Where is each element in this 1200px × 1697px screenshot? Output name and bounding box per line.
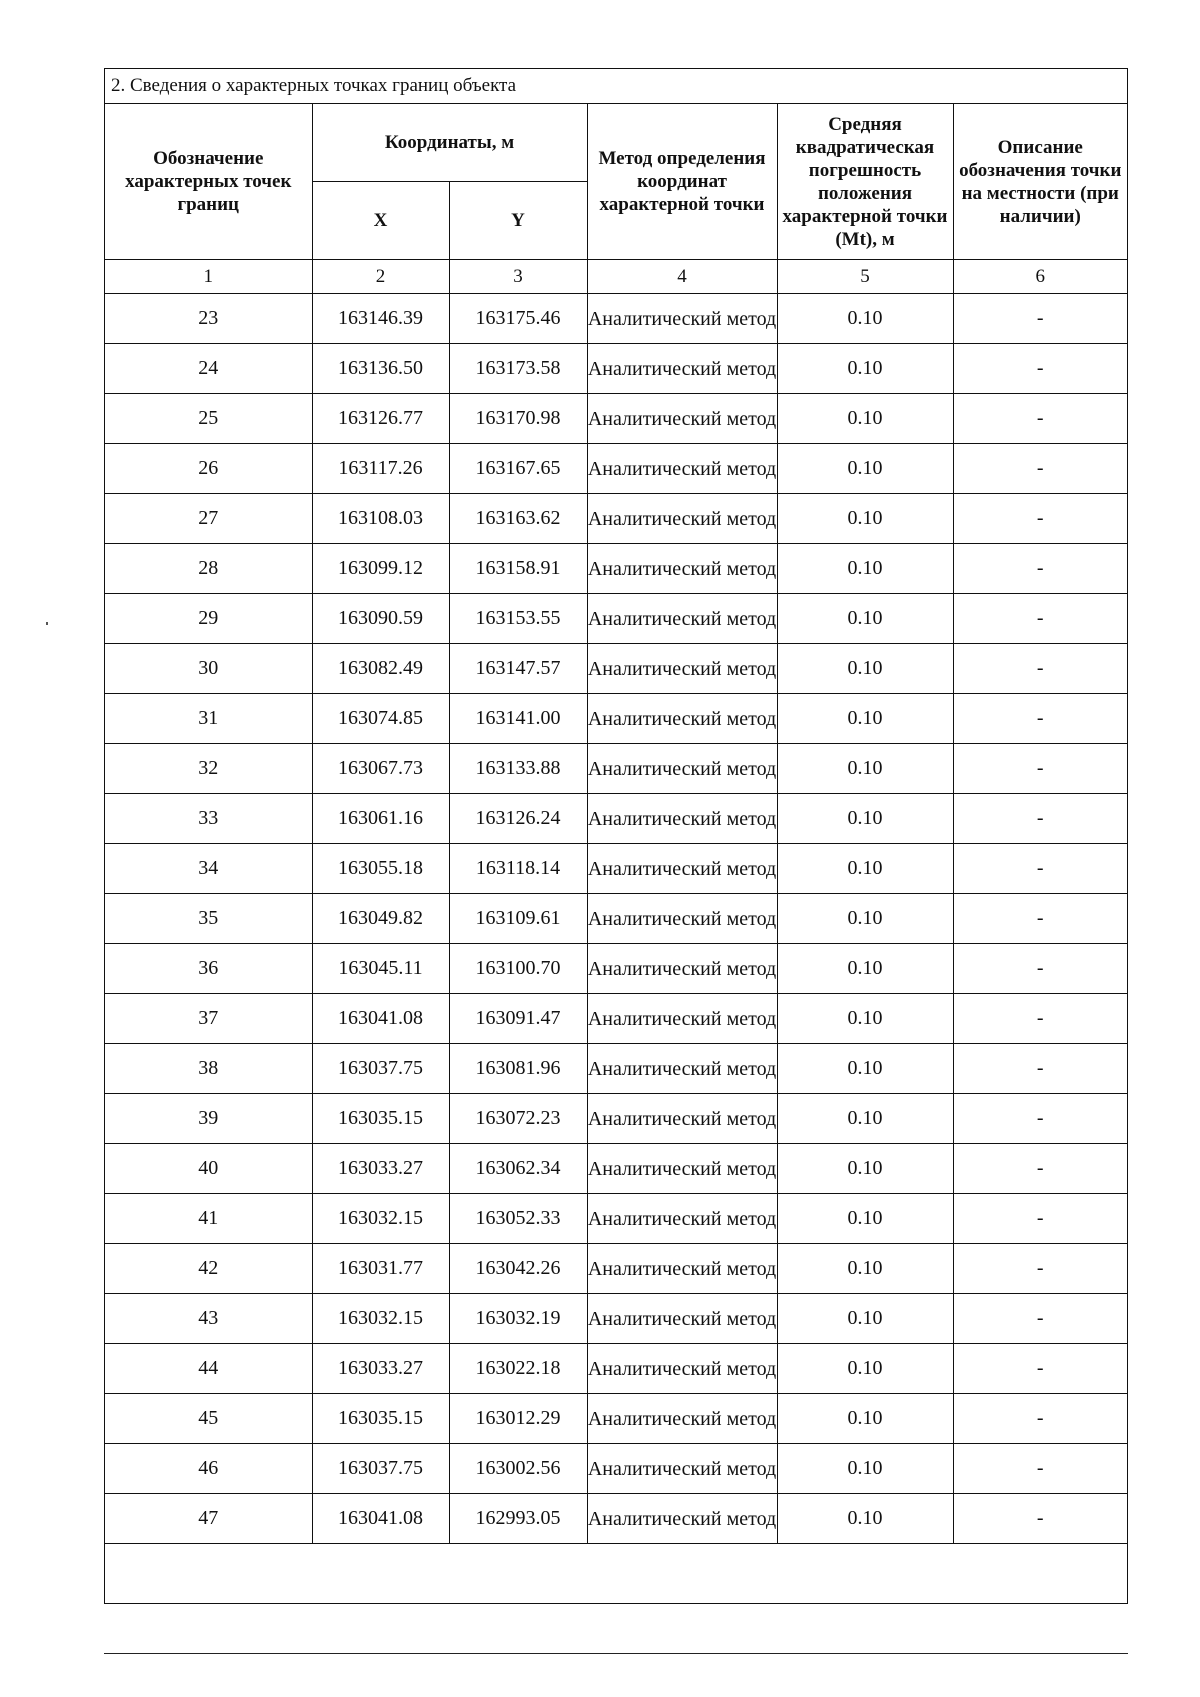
- error-cell: 0.10: [777, 594, 953, 644]
- y-coordinate-cell: 163091.47: [449, 994, 587, 1044]
- error-cell: 0.10: [777, 544, 953, 594]
- error-cell: 0.10: [777, 894, 953, 944]
- x-coordinate-cell: 163049.82: [312, 894, 449, 944]
- header-y: Y: [449, 182, 587, 260]
- method-cell: Аналитический метод: [587, 794, 777, 844]
- description-cell: -: [953, 1244, 1127, 1294]
- method-cell: Аналитический метод: [587, 1394, 777, 1444]
- method-cell: Аналитический метод: [587, 1494, 777, 1544]
- column-number: 2: [312, 260, 449, 294]
- y-coordinate-cell: 163072.23: [449, 1094, 587, 1144]
- header-description: Описание обозначения точки на местности (при наличии): [953, 104, 1127, 260]
- point-number-cell: 32: [105, 744, 312, 794]
- error-cell: 0.10: [777, 794, 953, 844]
- error-cell: 0.10: [777, 1444, 953, 1494]
- y-coordinate-cell: 163081.96: [449, 1044, 587, 1094]
- error-cell: 0.10: [777, 944, 953, 994]
- footer-rule: [104, 1653, 1128, 1654]
- x-coordinate-cell: 163067.73: [312, 744, 449, 794]
- table-row: [105, 1394, 1127, 1444]
- point-number-cell: 30: [105, 644, 312, 694]
- point-number-cell: 31: [105, 694, 312, 744]
- scan-speck: [46, 622, 48, 625]
- error-cell: 0.10: [777, 644, 953, 694]
- method-cell: Аналитический метод: [587, 994, 777, 1044]
- description-cell: -: [953, 1144, 1127, 1194]
- x-coordinate-cell: 163041.08: [312, 1494, 449, 1544]
- y-coordinate-cell: 163126.24: [449, 794, 587, 844]
- point-number-cell: 35: [105, 894, 312, 944]
- x-coordinate-cell: 163045.11: [312, 944, 449, 994]
- description-cell: -: [953, 594, 1127, 644]
- method-cell: Аналитический метод: [587, 1444, 777, 1494]
- y-coordinate-cell: 163042.26: [449, 1244, 587, 1294]
- y-coordinate-cell: 163002.56: [449, 1444, 587, 1494]
- x-coordinate-cell: 163108.03: [312, 494, 449, 544]
- description-cell: -: [953, 1344, 1127, 1394]
- error-cell: 0.10: [777, 344, 953, 394]
- empty-row: [105, 1544, 1127, 1581]
- x-coordinate-cell: 163082.49: [312, 644, 449, 694]
- method-cell: Аналитический метод: [587, 594, 777, 644]
- error-cell: 0.10: [777, 444, 953, 494]
- description-cell: -: [953, 944, 1127, 994]
- method-cell: Аналитический метод: [587, 944, 777, 994]
- description-cell: -: [953, 1444, 1127, 1494]
- point-number-cell: 23: [105, 294, 312, 344]
- x-coordinate-cell: 163146.39: [312, 294, 449, 344]
- column-number: 1: [105, 260, 312, 294]
- description-cell: -: [953, 1194, 1127, 1244]
- error-cell: 0.10: [777, 494, 953, 544]
- column-number: 6: [953, 260, 1127, 294]
- point-number-cell: 27: [105, 494, 312, 544]
- description-cell: -: [953, 644, 1127, 694]
- method-cell: Аналитический метод: [587, 494, 777, 544]
- point-number-cell: 34: [105, 844, 312, 894]
- x-coordinate-cell: 163126.77: [312, 394, 449, 444]
- error-cell: 0.10: [777, 294, 953, 344]
- error-cell: 0.10: [777, 1394, 953, 1444]
- table-row: [105, 944, 1127, 994]
- point-number-cell: 43: [105, 1294, 312, 1344]
- column-number: 4: [587, 260, 777, 294]
- document-frame: [104, 68, 1128, 1604]
- y-coordinate-cell: 163141.00: [449, 694, 587, 744]
- method-cell: Аналитический метод: [587, 394, 777, 444]
- x-coordinate-cell: 163090.59: [312, 594, 449, 644]
- description-cell: -: [953, 494, 1127, 544]
- method-cell: Аналитический метод: [587, 1344, 777, 1394]
- table-row: [105, 544, 1127, 594]
- y-coordinate-cell: 163109.61: [449, 894, 587, 944]
- y-coordinate-cell: 163163.62: [449, 494, 587, 544]
- method-cell: Аналитический метод: [587, 1094, 777, 1144]
- point-number-cell: 26: [105, 444, 312, 494]
- error-cell: 0.10: [777, 1194, 953, 1244]
- point-number-cell: 39: [105, 1094, 312, 1144]
- point-number-cell: 42: [105, 1244, 312, 1294]
- method-cell: Аналитический метод: [587, 1244, 777, 1294]
- table-row: [105, 1144, 1127, 1194]
- table-row: [105, 644, 1127, 694]
- point-number-cell: 37: [105, 994, 312, 1044]
- column-number: 5: [777, 260, 953, 294]
- y-coordinate-cell: 163100.70: [449, 944, 587, 994]
- error-cell: 0.10: [777, 1144, 953, 1194]
- table-row: [105, 1094, 1127, 1144]
- method-cell: Аналитический метод: [587, 694, 777, 744]
- point-number-cell: 40: [105, 1144, 312, 1194]
- table-row: [105, 894, 1127, 944]
- y-coordinate-cell: 163170.98: [449, 394, 587, 444]
- table-row: [105, 694, 1127, 744]
- table-row: [105, 1194, 1127, 1244]
- point-number-cell: 46: [105, 1444, 312, 1494]
- point-number-cell: 25: [105, 394, 312, 444]
- method-cell: Аналитический метод: [587, 894, 777, 944]
- description-cell: -: [953, 894, 1127, 944]
- column-number-row: [105, 260, 1127, 294]
- y-coordinate-cell: 163153.55: [449, 594, 587, 644]
- error-cell: 0.10: [777, 1494, 953, 1544]
- y-coordinate-cell: 163167.65: [449, 444, 587, 494]
- method-cell: Аналитический метод: [587, 844, 777, 894]
- y-coordinate-cell: 163147.57: [449, 644, 587, 694]
- description-cell: -: [953, 394, 1127, 444]
- table-row: [105, 994, 1127, 1044]
- table-row: [105, 844, 1127, 894]
- table-row: [105, 294, 1127, 344]
- point-number-cell: 47: [105, 1494, 312, 1544]
- point-number-cell: 41: [105, 1194, 312, 1244]
- description-cell: -: [953, 444, 1127, 494]
- y-coordinate-cell: 163158.91: [449, 544, 587, 594]
- method-cell: Аналитический метод: [587, 1294, 777, 1344]
- section-title: 2. Сведения о характерных точках границ объекта: [105, 69, 1127, 104]
- error-cell: 0.10: [777, 994, 953, 1044]
- method-cell: Аналитический метод: [587, 544, 777, 594]
- error-cell: 0.10: [777, 1344, 953, 1394]
- point-number-cell: 33: [105, 794, 312, 844]
- point-number-cell: 28: [105, 544, 312, 594]
- description-cell: -: [953, 844, 1127, 894]
- y-coordinate-cell: 163012.29: [449, 1394, 587, 1444]
- error-cell: 0.10: [777, 744, 953, 794]
- point-number-cell: 24: [105, 344, 312, 394]
- y-coordinate-cell: 163022.18: [449, 1344, 587, 1394]
- x-coordinate-cell: 163033.27: [312, 1344, 449, 1394]
- method-cell: Аналитический метод: [587, 744, 777, 794]
- description-cell: -: [953, 744, 1127, 794]
- column-number: 3: [449, 260, 587, 294]
- table-row: [105, 594, 1127, 644]
- x-coordinate-cell: 163136.50: [312, 344, 449, 394]
- y-coordinate-cell: 163052.33: [449, 1194, 587, 1244]
- table-row: [105, 1044, 1127, 1094]
- error-cell: 0.10: [777, 1094, 953, 1144]
- x-coordinate-cell: 163117.26: [312, 444, 449, 494]
- x-coordinate-cell: 163032.15: [312, 1194, 449, 1244]
- point-number-cell: 36: [105, 944, 312, 994]
- description-cell: -: [953, 294, 1127, 344]
- point-number-cell: 45: [105, 1394, 312, 1444]
- method-cell: Аналитический метод: [587, 1144, 777, 1194]
- error-cell: 0.10: [777, 1044, 953, 1094]
- method-cell: Аналитический метод: [587, 1044, 777, 1094]
- x-coordinate-cell: 163032.15: [312, 1294, 449, 1344]
- table-row: [105, 394, 1127, 444]
- description-cell: -: [953, 1494, 1127, 1544]
- error-cell: 0.10: [777, 694, 953, 744]
- description-cell: -: [953, 544, 1127, 594]
- description-cell: -: [953, 1294, 1127, 1344]
- x-coordinate-cell: 163035.15: [312, 1094, 449, 1144]
- header-designation: Обозначение характерных точек границ: [105, 104, 312, 260]
- method-cell: Аналитический метод: [587, 1194, 777, 1244]
- x-coordinate-cell: 163055.18: [312, 844, 449, 894]
- method-cell: Аналитический метод: [587, 644, 777, 694]
- x-coordinate-cell: 163031.77: [312, 1244, 449, 1294]
- table-row: [105, 1244, 1127, 1294]
- x-coordinate-cell: 163035.15: [312, 1394, 449, 1444]
- x-coordinate-cell: 163033.27: [312, 1144, 449, 1194]
- error-cell: 0.10: [777, 1294, 953, 1344]
- description-cell: -: [953, 694, 1127, 744]
- y-coordinate-cell: 163173.58: [449, 344, 587, 394]
- table-row: [105, 1444, 1127, 1494]
- method-cell: Аналитический метод: [587, 444, 777, 494]
- header-x: X: [312, 182, 449, 260]
- table-row: [105, 1294, 1127, 1344]
- y-coordinate-cell: 163133.88: [449, 744, 587, 794]
- empty-cell: [105, 1544, 1127, 1581]
- table-row: [105, 344, 1127, 394]
- x-coordinate-cell: 163037.75: [312, 1044, 449, 1094]
- description-cell: -: [953, 344, 1127, 394]
- boundary-points-table: [105, 69, 1127, 1580]
- error-cell: 0.10: [777, 1244, 953, 1294]
- x-coordinate-cell: 163099.12: [312, 544, 449, 594]
- description-cell: -: [953, 994, 1127, 1044]
- method-cell: Аналитический метод: [587, 344, 777, 394]
- x-coordinate-cell: 163041.08: [312, 994, 449, 1044]
- table-row: [105, 444, 1127, 494]
- point-number-cell: 38: [105, 1044, 312, 1094]
- table-row: [105, 1494, 1127, 1544]
- y-coordinate-cell: 163032.19: [449, 1294, 587, 1344]
- y-coordinate-cell: 163118.14: [449, 844, 587, 894]
- header-method: Метод определения координат характерной точки: [587, 104, 777, 260]
- table-row: [105, 794, 1127, 844]
- x-coordinate-cell: 163037.75: [312, 1444, 449, 1494]
- header-coordinates: Координаты, м: [312, 104, 587, 182]
- x-coordinate-cell: 163061.16: [312, 794, 449, 844]
- x-coordinate-cell: 163074.85: [312, 694, 449, 744]
- point-number-cell: 29: [105, 594, 312, 644]
- description-cell: -: [953, 1044, 1127, 1094]
- y-coordinate-cell: 162993.05: [449, 1494, 587, 1544]
- y-coordinate-cell: 163175.46: [449, 294, 587, 344]
- method-cell: Аналитический метод: [587, 294, 777, 344]
- description-cell: -: [953, 794, 1127, 844]
- table-row: [105, 1344, 1127, 1394]
- table-row: [105, 744, 1127, 794]
- error-cell: 0.10: [777, 844, 953, 894]
- error-cell: 0.10: [777, 394, 953, 444]
- header-error: Средняя квадратическая погрешность положения характерной точки (Mt), м: [777, 104, 953, 260]
- description-cell: -: [953, 1394, 1127, 1444]
- table-row: [105, 494, 1127, 544]
- point-number-cell: 44: [105, 1344, 312, 1394]
- description-cell: -: [953, 1094, 1127, 1144]
- y-coordinate-cell: 163062.34: [449, 1144, 587, 1194]
